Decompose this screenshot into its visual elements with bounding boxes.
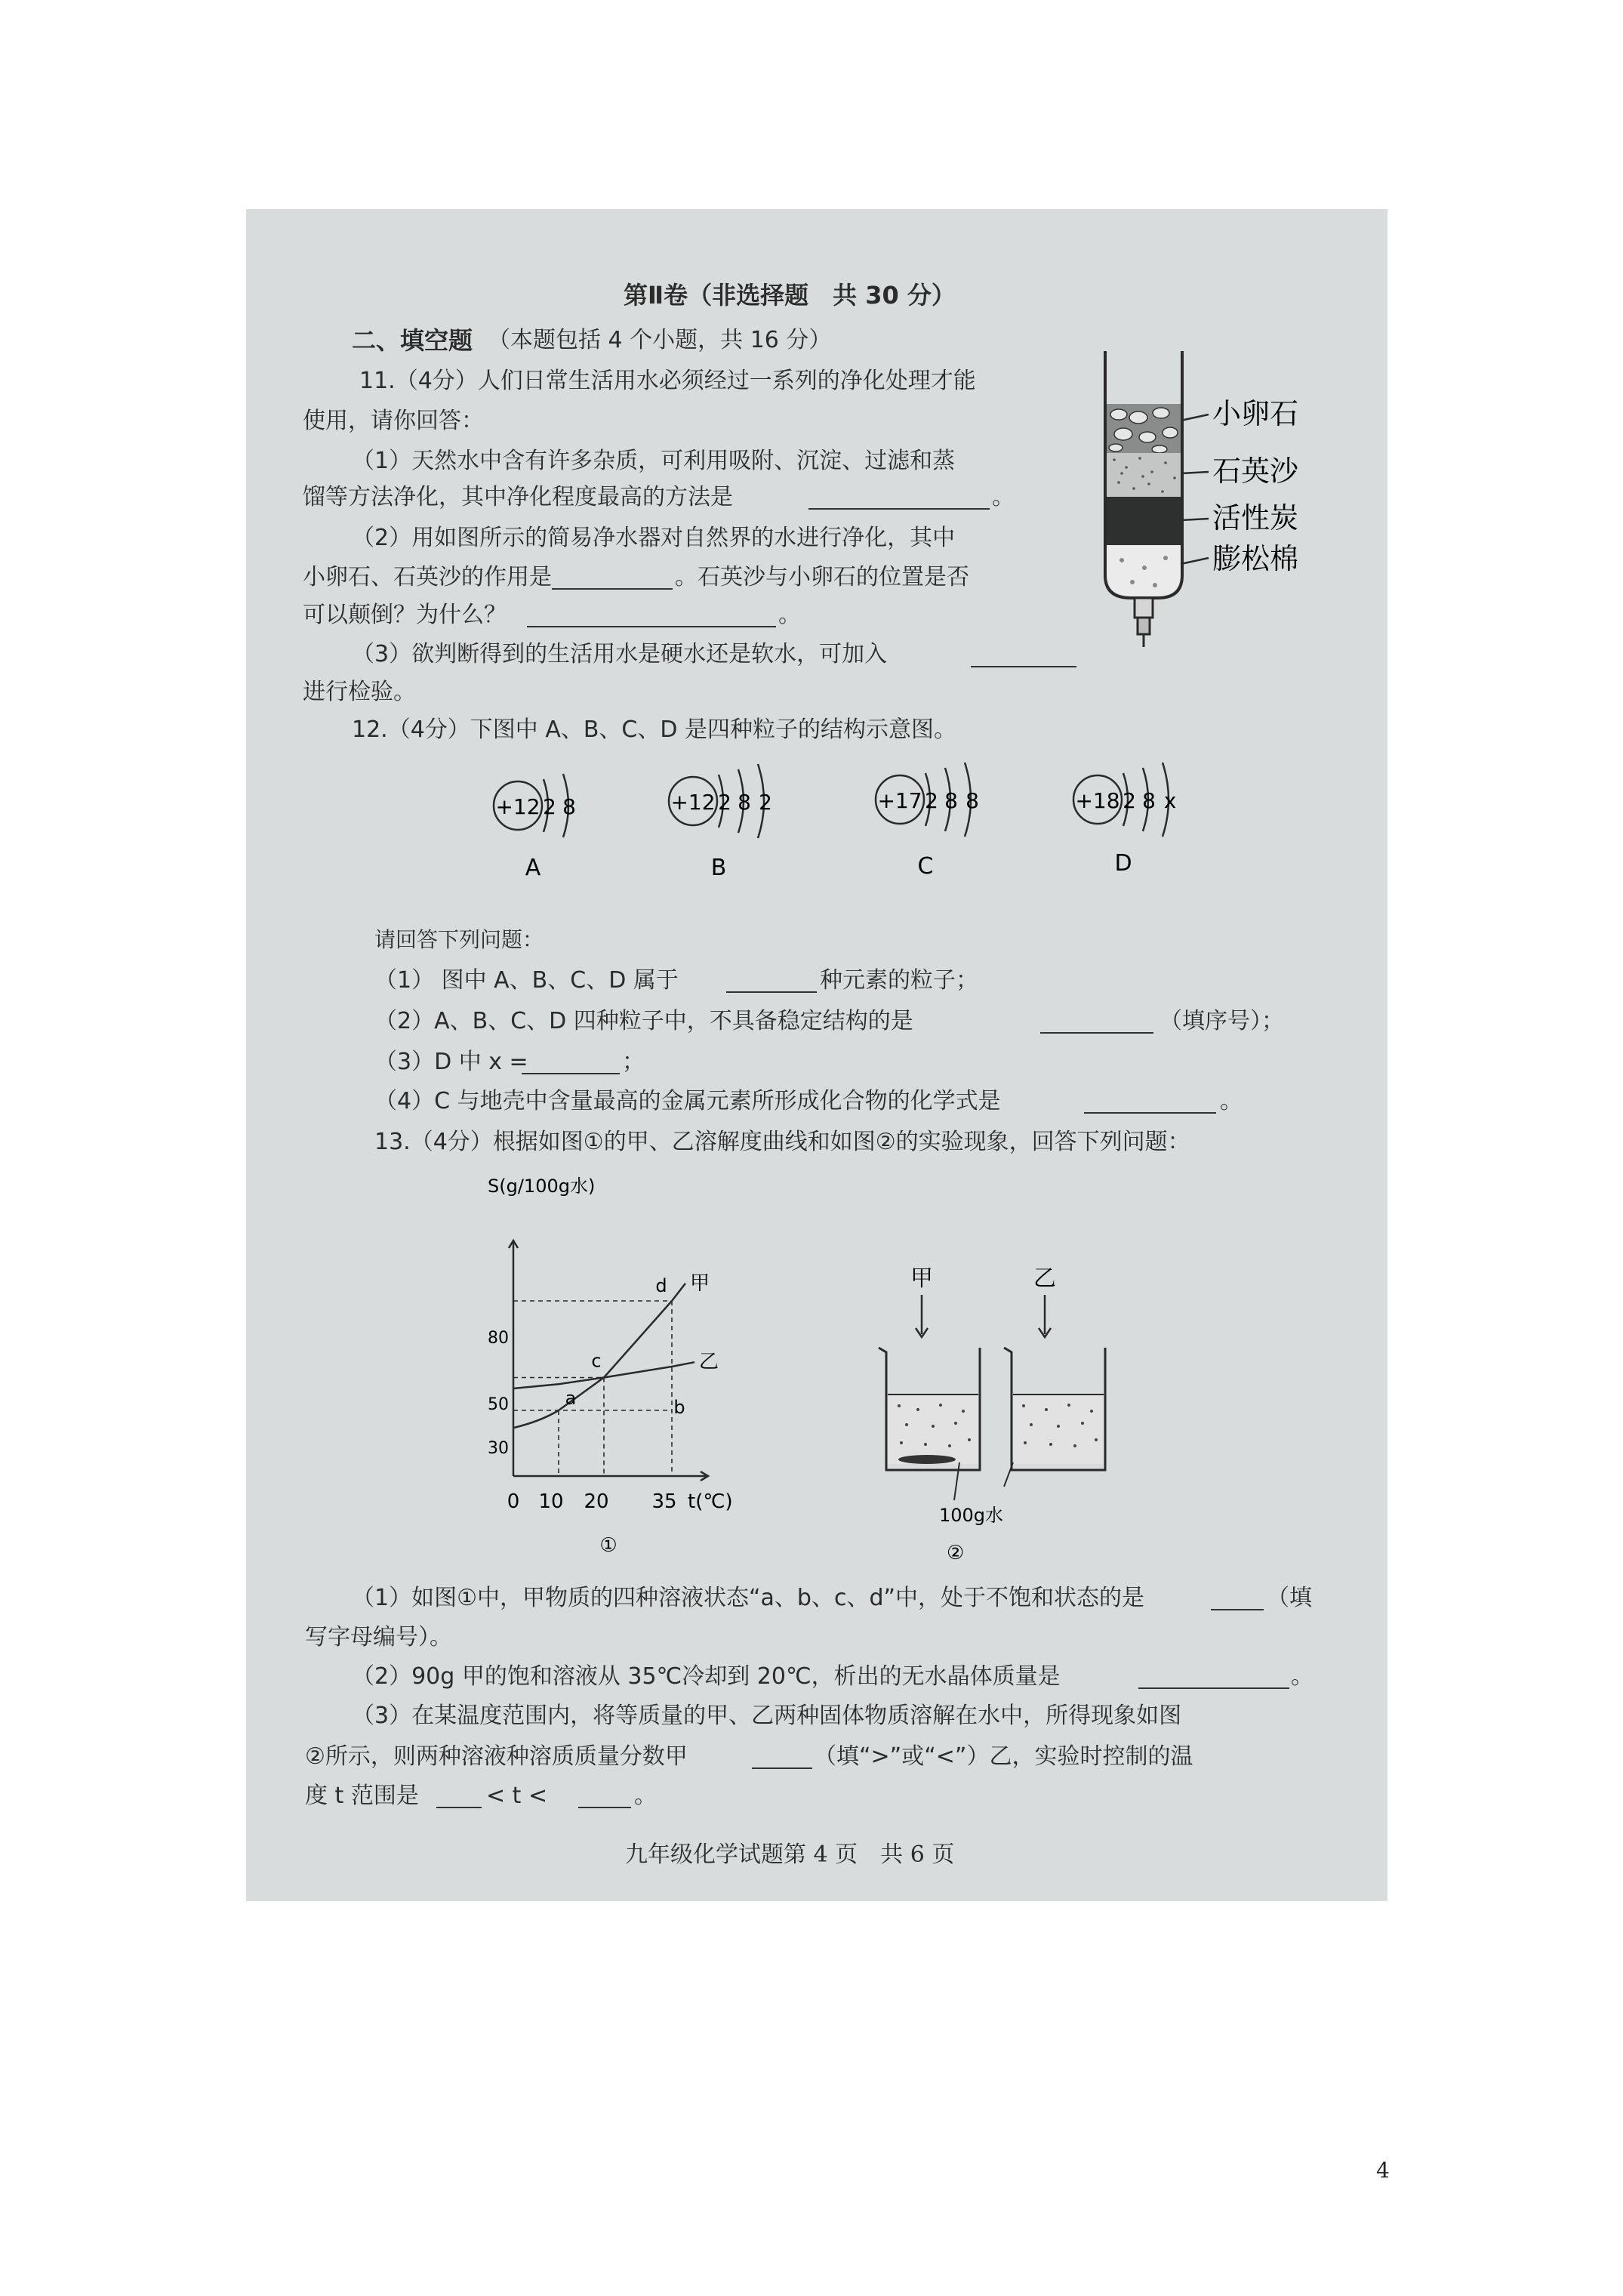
page-number: 4 bbox=[1376, 2158, 1390, 2183]
q12-line1: 12.（4分）下图中 A、B、C、D 是四种粒子的结构示意图。 bbox=[352, 717, 957, 743]
x-tick-label: 20 bbox=[584, 1490, 609, 1513]
answer-blank[interactable] bbox=[436, 1807, 482, 1808]
nucleus-charge: +18 bbox=[1075, 788, 1120, 813]
particle-B bbox=[669, 764, 772, 881]
q11-p2c-end: 。 bbox=[778, 602, 801, 628]
q13-line1: 13.（4分）根据如图①的甲、乙溶解度曲线和如图②的实验现象，回答下列问题： bbox=[374, 1129, 1190, 1155]
q12-a1: （1） 图中 A、B、C、D 属于 bbox=[374, 967, 679, 994]
particle-label: B bbox=[710, 855, 727, 881]
shell-electrons: 2 bbox=[759, 790, 772, 815]
water-amount-label: 100g水 bbox=[939, 1505, 1004, 1526]
shell-electrons: x bbox=[1163, 788, 1177, 813]
q11-p1a: （1）天然水中含有许多杂质，可利用吸附、沉淀、过滤和蒸 bbox=[352, 448, 956, 474]
filter-label-cotton: 膨松棉 bbox=[1212, 542, 1299, 575]
y-tick-label: 80 bbox=[488, 1329, 509, 1348]
q13-s3c: 度 t 范围是 bbox=[305, 1783, 419, 1809]
y-axis-label: S(g/100g水) bbox=[488, 1176, 596, 1197]
beaker-label-jia: 甲 bbox=[910, 1265, 933, 1292]
shell-electrons: 8 bbox=[1142, 788, 1156, 813]
beaker-yi bbox=[1004, 1348, 1105, 1470]
shell-electrons: 8 bbox=[965, 788, 979, 813]
q12-a4: （4）C 与地壳中含量最高的金属元素所形成化合物的化学式是 bbox=[374, 1088, 1001, 1114]
water-filter-diagram bbox=[1076, 345, 1348, 677]
shell-electrons: 8 bbox=[738, 790, 751, 815]
q13-s3b: ②所示，则两种溶液种溶质质量分数甲 bbox=[305, 1743, 688, 1770]
q11-p3b: 进行检验。 bbox=[303, 679, 416, 705]
answer-blank[interactable] bbox=[578, 1807, 631, 1808]
particle-A bbox=[494, 774, 576, 881]
series-label: 乙 bbox=[699, 1351, 719, 1374]
q12-a4b: 。 bbox=[1220, 1088, 1243, 1114]
shell-electrons: 8 bbox=[944, 788, 958, 813]
page-footer: 九年级化学试题第 4 页 共 6 页 bbox=[625, 1841, 955, 1868]
x-axis-label: t(℃) bbox=[688, 1490, 733, 1513]
answer-blank[interactable] bbox=[726, 991, 817, 993]
q13-s1a: （1）如图①中，甲物质的四种溶液状态“a、b、c、d”中，处于不饱和状态的是 bbox=[352, 1585, 1145, 1611]
y-tick-label: 30 bbox=[488, 1439, 509, 1458]
graph-caption: ① bbox=[599, 1534, 617, 1552]
beaker-label-yi: 乙 bbox=[1033, 1265, 1056, 1292]
particle-structure-diagrams bbox=[473, 738, 1303, 896]
answer-blank[interactable] bbox=[752, 1767, 812, 1769]
nucleus-charge: +12 bbox=[670, 790, 716, 815]
beaker-experiment bbox=[865, 1259, 1107, 1568]
scanned-exam-photo bbox=[246, 209, 1387, 1901]
shell-electrons: 2 bbox=[925, 788, 938, 813]
beaker-caption: ② bbox=[947, 1542, 965, 1564]
particle-C bbox=[876, 763, 979, 880]
x-tick-label: 10 bbox=[538, 1490, 564, 1513]
shell-electrons: 2 bbox=[718, 790, 731, 815]
series-line-yi bbox=[513, 1362, 694, 1388]
nucleus-charge: +12 bbox=[495, 794, 540, 819]
q13-s1b: （填 bbox=[1267, 1585, 1312, 1611]
answer-blank[interactable] bbox=[808, 508, 990, 510]
answer-blank[interactable] bbox=[522, 1073, 620, 1074]
q12-a3: （3）D 中 x = bbox=[374, 1049, 528, 1075]
q11-p1b: 馏等方法净化，其中净化程度最高的方法是 bbox=[303, 484, 733, 510]
nucleus-charge: +17 bbox=[877, 788, 922, 813]
answer-blank[interactable] bbox=[1211, 1609, 1264, 1610]
shell-electrons: 2 bbox=[543, 794, 556, 819]
series-label: 甲 bbox=[690, 1271, 710, 1295]
q13-s2: （2）90g 甲的饱和溶液从 35℃冷却到 20℃，析出的无水晶体质量是 bbox=[352, 1663, 1061, 1690]
q12-a2: （2）A、B、C、D 四种粒子中，不具备稳定结构的是 bbox=[374, 1008, 913, 1034]
filter-label-pebbles: 小卵石 bbox=[1212, 397, 1299, 430]
q11-line2: 使用，请你回答： bbox=[303, 408, 484, 434]
q12-a2b: （填序号）； bbox=[1160, 1008, 1284, 1034]
q11-p2a: （2）用如图所示的简易净水器对自然界的水进行净化，其中 bbox=[352, 525, 956, 551]
q13-s1c: 写字母编号）。 bbox=[305, 1624, 452, 1650]
answer-blank[interactable] bbox=[1040, 1032, 1153, 1034]
q11-p2b: 小卵石、石英沙的作用是 bbox=[303, 564, 552, 590]
particle-label: D bbox=[1114, 850, 1132, 877]
shell-electrons: 8 bbox=[562, 794, 576, 819]
q11-p1-end: 。 bbox=[992, 484, 1015, 510]
beaker-jia bbox=[879, 1348, 980, 1470]
q13-s3b2: （填“>”或“<”）乙，实验时控制的温 bbox=[814, 1743, 1193, 1770]
q11-p2c: 可以颠倒？为什么？ bbox=[303, 602, 507, 628]
answer-blank[interactable] bbox=[552, 588, 673, 590]
q11-p3a: （3）欲判断得到的生活用水是硬水还是软水，可加入 bbox=[352, 641, 888, 667]
q13-s2-end: 。 bbox=[1291, 1663, 1313, 1690]
q12-prompt: 请回答下列问题： bbox=[374, 927, 544, 952]
answer-blank[interactable] bbox=[527, 626, 776, 627]
q12-a1b: 种元素的粒子； bbox=[820, 967, 978, 994]
q12-a3b: ； bbox=[622, 1049, 645, 1075]
answer-blank[interactable] bbox=[971, 666, 1076, 667]
particle-label: C bbox=[917, 853, 934, 880]
point-label-c: c bbox=[591, 1350, 602, 1372]
point-label-d: d bbox=[655, 1275, 667, 1296]
point-label-a: a bbox=[565, 1388, 577, 1409]
q11-p2b2: 。石英沙与小卵石的位置是否 bbox=[675, 564, 969, 590]
q13-s3c-end: 。 bbox=[634, 1783, 657, 1809]
section-title: 第Ⅱ卷（非选择题 共 30 分） bbox=[624, 281, 956, 310]
q11-line1: 11.（4分）人们日常生活用水必须经过一系列的净化处理才能 bbox=[359, 368, 976, 394]
q13-s3a: （3）在某温度范围内，将等质量的甲、乙两种固体物质溶解在水中，所得现象如图 bbox=[352, 1703, 1182, 1729]
solubility-curve-graph bbox=[473, 1166, 744, 1552]
point-label-b: b bbox=[673, 1397, 685, 1418]
answer-blank[interactable] bbox=[1138, 1687, 1289, 1689]
origin-label: 0 bbox=[507, 1490, 520, 1513]
fill-in-note: （本题包括 4 个小题，共 16 分） bbox=[488, 327, 832, 353]
q13-s3c2: < t < bbox=[486, 1783, 548, 1809]
shell-electrons: 2 bbox=[1123, 788, 1136, 813]
particle-D bbox=[1073, 763, 1176, 877]
answer-blank[interactable] bbox=[1084, 1112, 1216, 1114]
y-tick-label: 50 bbox=[488, 1395, 509, 1414]
filter-label-activated-carbon: 活性炭 bbox=[1212, 501, 1299, 535]
particle-label: A bbox=[525, 855, 541, 881]
x-tick-label: 35 bbox=[651, 1490, 677, 1513]
filter-label-quartz-sand: 石英沙 bbox=[1212, 455, 1299, 488]
fill-in-heading: 二、填空题 bbox=[352, 326, 473, 355]
